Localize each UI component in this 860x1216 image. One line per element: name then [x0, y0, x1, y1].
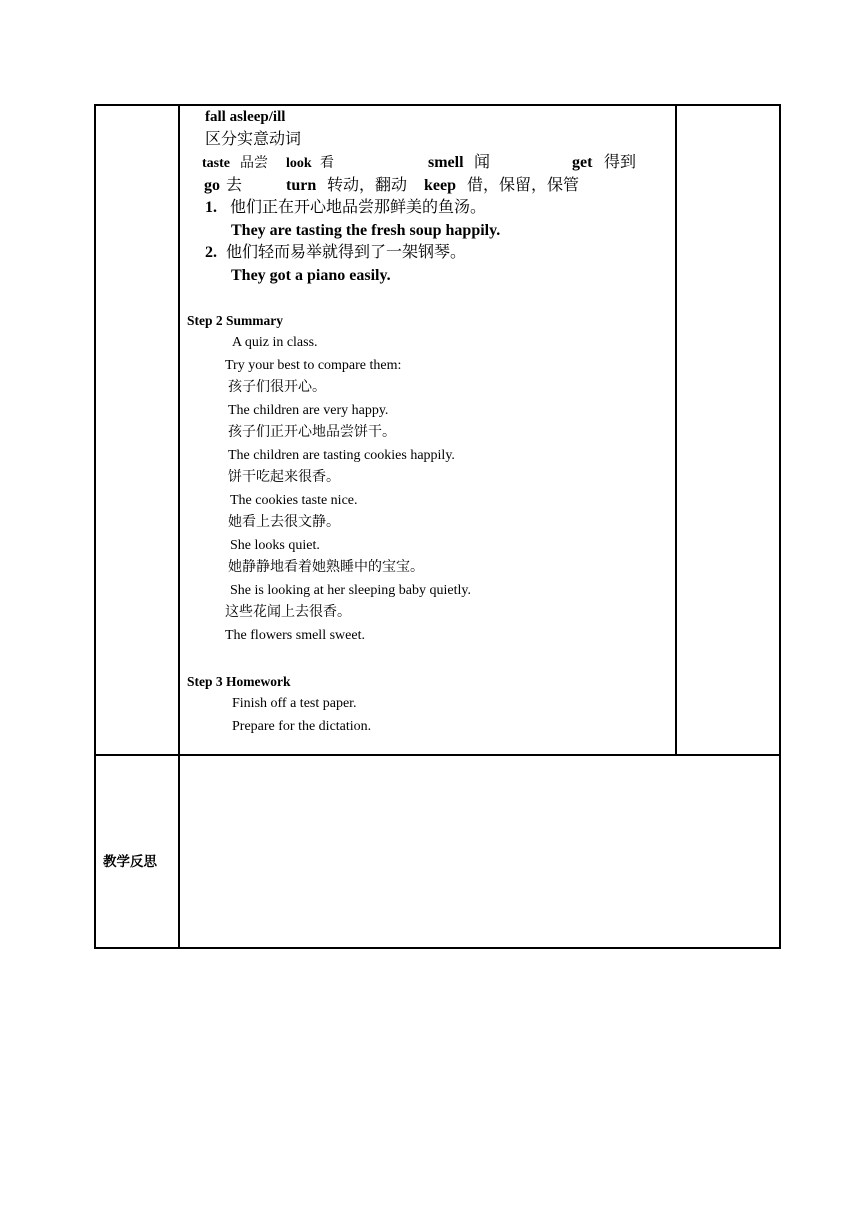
table-left-border: [94, 104, 96, 949]
example-1-english: They are tasting the fresh soup happily.: [231, 222, 501, 239]
vocab-look-zh: 看: [320, 155, 334, 171]
teaching-reflection-label: 教学反思: [103, 854, 157, 870]
table-bottom-border: [94, 947, 781, 949]
table-right-border: [779, 104, 781, 949]
vocab-go-zh: 去: [226, 175, 243, 194]
vocab-taste-zh: 品尝: [240, 155, 268, 171]
step2-line-9: 她静静地看着她熟睡中的宝宝。: [228, 559, 424, 575]
example-1-number: 1.: [205, 199, 217, 216]
step2-line-5: 饼干吃起来很香。: [228, 469, 340, 485]
vocab-keep-zh: 借，保留，保管: [467, 175, 580, 194]
vocab-turn-zh: 转动，翻动: [327, 175, 408, 194]
step2-compare: Try your best to compare them:: [225, 358, 402, 373]
example-1-chinese: 他们正在开心地品尝那鲜美的鱼汤。: [230, 197, 487, 216]
example-2-number: 2.: [205, 244, 217, 261]
step2-quiz: A quiz in class.: [232, 335, 318, 350]
table-notes-column-divider: [675, 104, 677, 756]
vocab-get-en: get: [572, 154, 593, 171]
step2-line-4: The children are tasting cookies happily.: [228, 448, 455, 463]
step3-title: Step 3 Homework: [187, 674, 291, 689]
table-row-divider: [94, 754, 781, 756]
step3-item-1: Finish off a test paper.: [232, 696, 357, 711]
vocab-turn-en: turn: [286, 177, 317, 194]
step2-line-6: The cookies taste nice.: [230, 493, 358, 508]
step2-line-8: She looks quiet.: [230, 538, 320, 553]
step2-line-11: 这些花闻上去很香。: [225, 604, 351, 620]
table-column-divider: [178, 104, 180, 949]
example-2-chinese: 他们轻而易举就得到了一架钢琴。: [226, 242, 467, 261]
vocab-smell-zh: 闻: [474, 152, 491, 171]
step2-line-3: 孩子们正开心地品尝饼干。: [228, 424, 396, 440]
vocab-go-en: go: [204, 177, 220, 194]
step3-item-2: Prepare for the dictation.: [232, 719, 372, 734]
step2-line-2: The children are very happy.: [228, 403, 389, 418]
step2-line-1: 孩子们很开心。: [228, 379, 326, 395]
vocab-look-en: look: [286, 156, 312, 171]
vocab-taste-en: taste: [202, 156, 230, 171]
vocab-keep-en: keep: [424, 177, 456, 194]
step2-line-10: She is looking at her sleeping baby quietly.: [230, 583, 471, 598]
line-fall-asleep: fall asleep/ill: [205, 109, 286, 125]
example-2-english: They got a piano easily.: [231, 267, 391, 284]
step2-title: Step 2 Summary: [187, 313, 284, 328]
line-distinguish-verbs: 区分实意动词: [205, 129, 302, 148]
step2-line-7: 她看上去很文静。: [228, 514, 340, 530]
vocab-smell-en: smell: [428, 154, 464, 171]
vocab-get-zh: 得到: [604, 152, 637, 171]
step2-line-12: The flowers smell sweet.: [225, 628, 365, 643]
table-top-border: [94, 104, 781, 106]
